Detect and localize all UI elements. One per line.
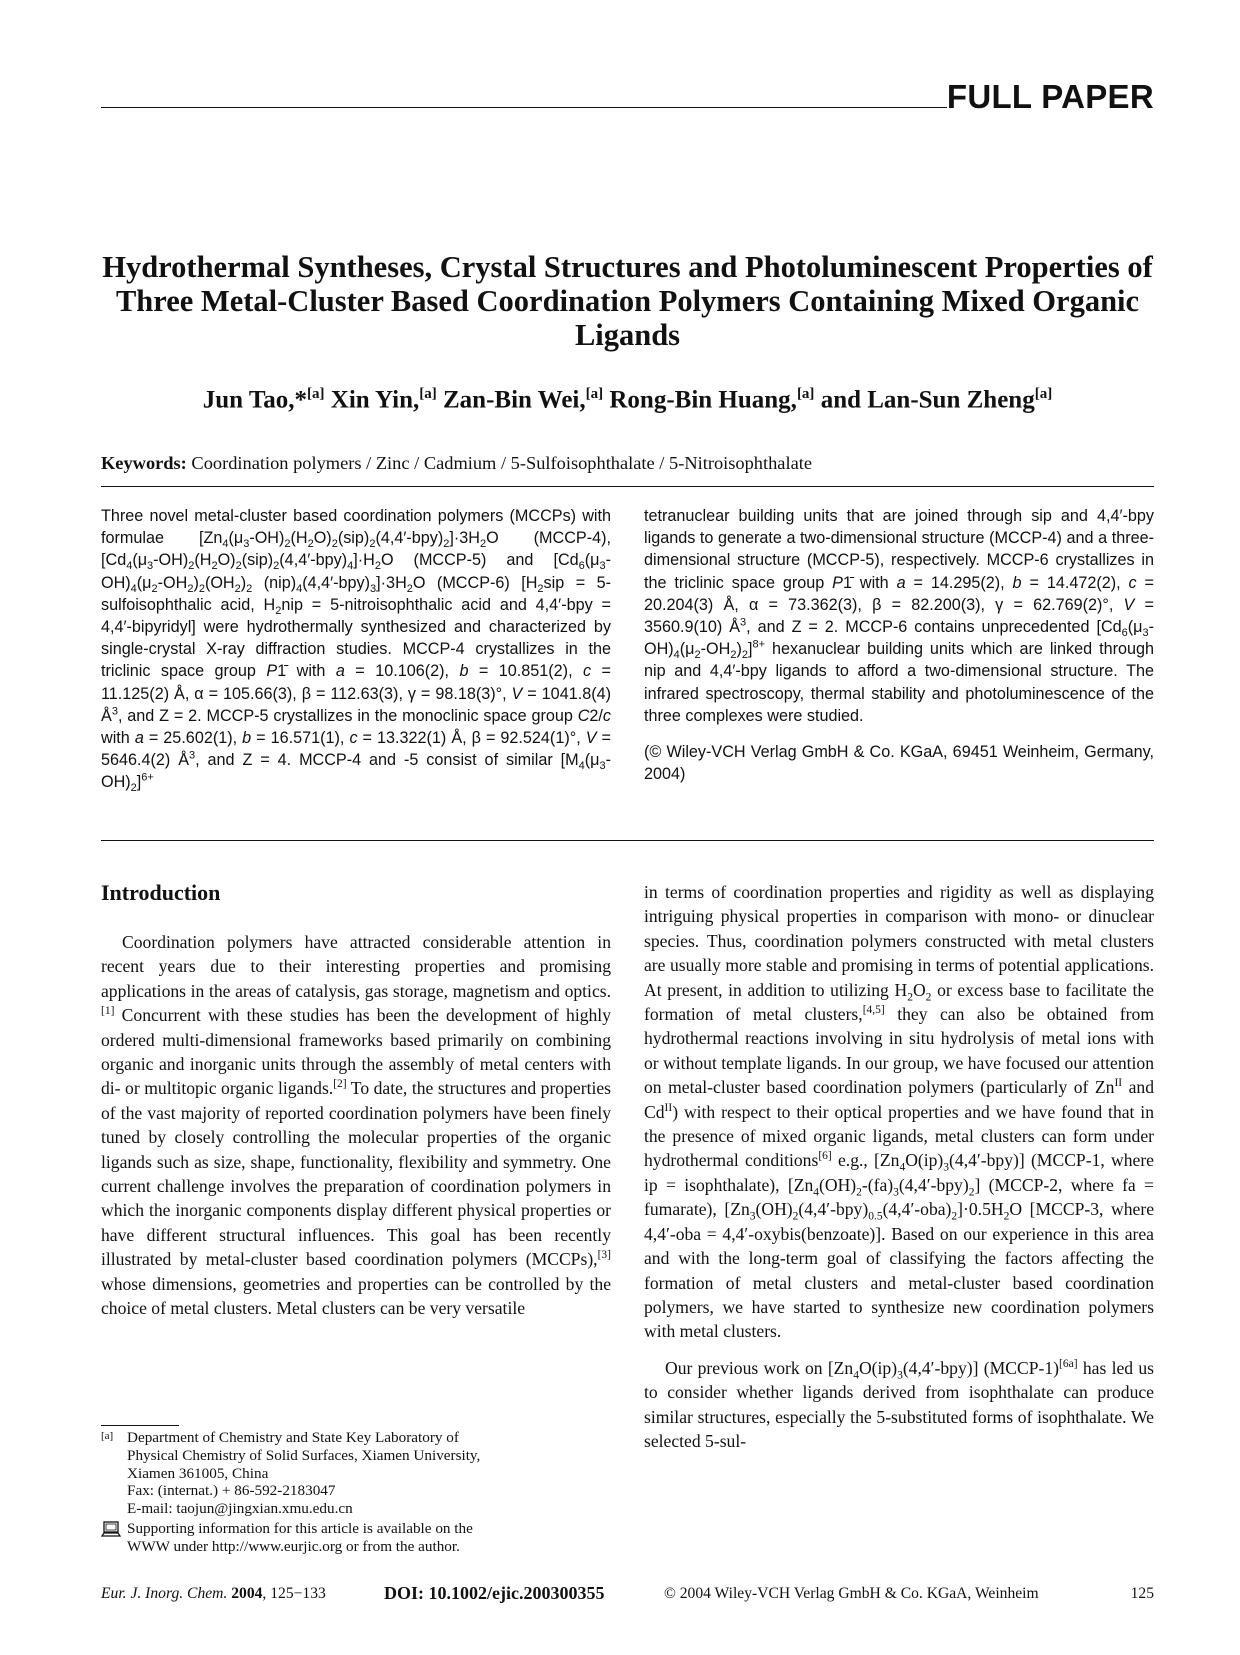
keywords-text: Coordination polymers / Zinc / Cadmium / 5-Sulfoisophthalate / 5-Nitroisophthalate (191, 453, 813, 473)
author-4-affiliation: [a] (796, 386, 815, 402)
author-3-affiliation: [a] (585, 386, 604, 402)
footer-pages: , 125−133 (262, 1585, 326, 1602)
footer-journal: Eur. J. Inorg. Chem. (101, 1585, 228, 1602)
intro-paragraph-1-continued: in terms of coordination properties and rigidity as well as displaying intriguing physical properties in comparison with mono- or dinuclear species. Thus, coordination polymers constructed with metal clusters are usually more stable and promising in terms of potential applications. At present, in addition to utilizing $H_2O_2$ or excess base to facilitate the formation of metal clusters,[4,5] they can also be obtained from hydrothermal reactions involving in situ hydrolysis of metal ions with or without template ligands. In our group, we have focused our attention on metal-cluster based coordination polymers (particularly of $Zn^{II}$ and $Cd^{II}$) with respect to their optical properties and we have found that in the presence of mixed organic ligands, metal clusters can form under hydrothermal conditions[6] e.g., $[Zn_4O(ip)_3(4,4'-bpy)]$ (MCCP-1, where ip = isophthalate), $[Zn_4(OH)_2-(fa)_3(4,4'-bpy)_2]$ (MCCP-2, where fa = fumarate), $[Zn_3(OH)_2(4,4'-bpy)_{0.5}(4,4'-oba)_2]\cdot 0.5H_2O$ [MCCP-3, where 4,4′-oba = 4,4′-oxybis(benzoate)]. Based on our experience in this area and with the long-term goal of classifying the factors affecting the formation of metal clusters and metal-cluster based coordination polymers, we have started to synthesize new coordination polymers with metal clusters. (644, 882, 1155, 1342)
footnote-line: Xiamen 361005, China (127, 1464, 269, 1482)
author-list (101, 386, 1154, 414)
author-4: Rong-Bin Huang, (609, 386, 797, 414)
abstract-right-column (644, 505, 1154, 785)
abstract-left-column (101, 505, 611, 794)
abstract-copyright: (© Wiley-VCH Verlag GmbH & Co. KGaA, 69451 Weinheim, Germany, 2004) (644, 743, 1154, 784)
intro-paragraph-1: Coordination polymers have attracted considerable attention in recent years due to their interesting properties and promising applications in the areas of catalysis, gas storage, magnetism and optics.[1] Concurrent with these studies has been the development of highly ordered multi-dimensional frameworks based primarily on combining organic and inorganic units through the assembly of metal centers with di- or multitopic organic ligands.[2] To date, the structures and properties of the vast majority of reported coordination polymers have been finely tuned by closely controlling the molecular properties of the organic ligands such as size, shape, functionality, flexibility and symmetry. One current challenge involves the preparation of coordination polymers in which the inorganic components display different physical properties or have different structural influences. This goal has been recently illustrated by metal-cluster based coordination polymers (MCCPs),[3] whose dimensions, geometries and properties can be controlled by the choice of metal clusters. Metal clusters can be very versatile (101, 932, 611, 1319)
body-right-column (644, 880, 1154, 1453)
body-left-column (101, 930, 611, 1321)
footnote-line: Physical Chemistry of Solid Surfaces, Xiamen University, (127, 1446, 481, 1464)
footnote-email: E-mail: taojun@jingxian.xmu.edu.cn (127, 1500, 353, 1518)
footer-citation (101, 1585, 326, 1603)
intro-paragraph-2: Our previous work on $[Zn_4O(ip)_3(4,4'-bpy)]$ (MCCP-1)[6a] has led us to consider whether ligands derived from isophthalate can produce similar structures, especially the 5-substituted forms of isophthalate. We selected 5-sul- (644, 1357, 1154, 1451)
footnote-line: Department of Chemistry and State Key Laboratory of (127, 1429, 459, 1446)
footer-doi: DOI: 10.1002/ejic.200300355 (384, 1583, 605, 1603)
author-5: and Lan-Sun Zheng (820, 386, 1035, 414)
abstract-text-left: Three novel metal-cluster based coordination polymers (MCCPs) with formulae $[Zn_4(\mu_3-OH)_2(H_2O)_2(sip)_2(4,4'-bpy)_2]\cdot 3H_2O$ (MCCP-4), $[Cd_4(\mu_3-OH)_2(H_2O)_2(sip)_2(4,4'-bpy)_4]\cdot H_2O$ (MCCP-5) and [$Cd_6(\mu_3-OH)_4(\mu_2-OH_2)_2(OH_2)_2$ $(nip)_4(4,4'-bpy)_3]\cdot 3H_2O$ (MCCP-6) [$H_2sip$ = 5-sulfoisophthalic acid, $H_2nip$ = 5-nitroisophthalic acid and 4,4′-bpy = 4,4′-bipyridyl] were hydrothermally synthesized and characterized by single-crystal X-ray diffraction studies. MCCP-4 crystallizes in the triclinic space group P1̄ with a = 10.106(2), b = 10.851(2), c = 11.125(2) Å, α = 105.66(3), β = 112.63(3), γ = 98.18(3)°, V = 1041.8(4) $Å^3$, and Z = 2. MCCP-5 crystallizes in the monoclinic space group C2/c with a = 25.602(1), b = 16.571(1), c = 13.322(1) Å, β = 92.524(1)°, V = 5646.4(2) $Å^3$, and Z = 4. MCCP-4 and -5 consist of similar $[M_4(\mu_3-OH)_2]^{6+}$ (101, 507, 611, 795)
abstract-rule (101, 840, 1154, 841)
footer-copyright: © 2004 Wiley-VCH Verlag GmbH & Co. KGaA, Weinheim (664, 1585, 1039, 1602)
author-2-affiliation: [a] (419, 386, 437, 402)
abstract-text-right: tetranuclear building units that are joined through sip and 4,4′-bpy ligands to generate a two-dimensional structure (MCCP-4) and a three-dimensional structure (MCCP-5), respectively. MCCP-6 crystallizes in the triclinic space group P1̄ with a = 14.295(2), b = 14.472(2), c = 20.204(3) Å, α = 73.362(3), β = 82.200(3), γ = 62.769(2)°, V = 3560.9(10) $Å^3$, and Z = 2. MCCP-6 contains unprecedented $[Cd_6(\mu_3-OH)_4(\mu_2-OH_2)_2]^{8+}$ hexanuclear building units which are linked through nip and 4,4′-bpy ligands to afford a two-dimensional structure. The infrared spectroscopy, thermal stability and photoluminescence of the three complexes were studied. (644, 507, 1155, 725)
introduction-heading: Introduction (101, 880, 221, 905)
computer-icon (101, 1521, 121, 1537)
author-1-affiliation: [a] (307, 386, 325, 402)
footnote-rule (101, 1425, 179, 1426)
keywords-rule (101, 486, 1154, 487)
keywords-label: Keywords: (101, 453, 187, 473)
supporting-info-line: Supporting information for this article is available on the (127, 1519, 473, 1537)
supporting-info-line: WWW under http://www.eurjic.org or from the author. (127, 1537, 460, 1555)
header-rule (101, 107, 947, 108)
article-title: Hydrothermal Syntheses, Crystal Structures and Photoluminescent Properties of Three Metal-Cluster Based Coordination Polymers Containing Mixed Organic Ligands (102, 250, 1153, 352)
keywords (101, 453, 812, 474)
author-3: Zan-Bin Wei, (442, 386, 586, 414)
footer-year: 2004 (231, 1585, 263, 1602)
footnote-mark: [a] (101, 1430, 114, 1442)
author-5-affiliation: [a] (1034, 386, 1053, 402)
author-2: Xin Yin, (330, 386, 420, 414)
author-1: Jun Tao,* (202, 386, 308, 414)
page-number: 125 (1130, 1585, 1154, 1602)
affiliation-footnote (101, 1429, 611, 1556)
section-label: FULL PAPER (946, 78, 1154, 115)
footnote-line: Fax: (internat.) + 86-592-2183047 (127, 1482, 336, 1500)
